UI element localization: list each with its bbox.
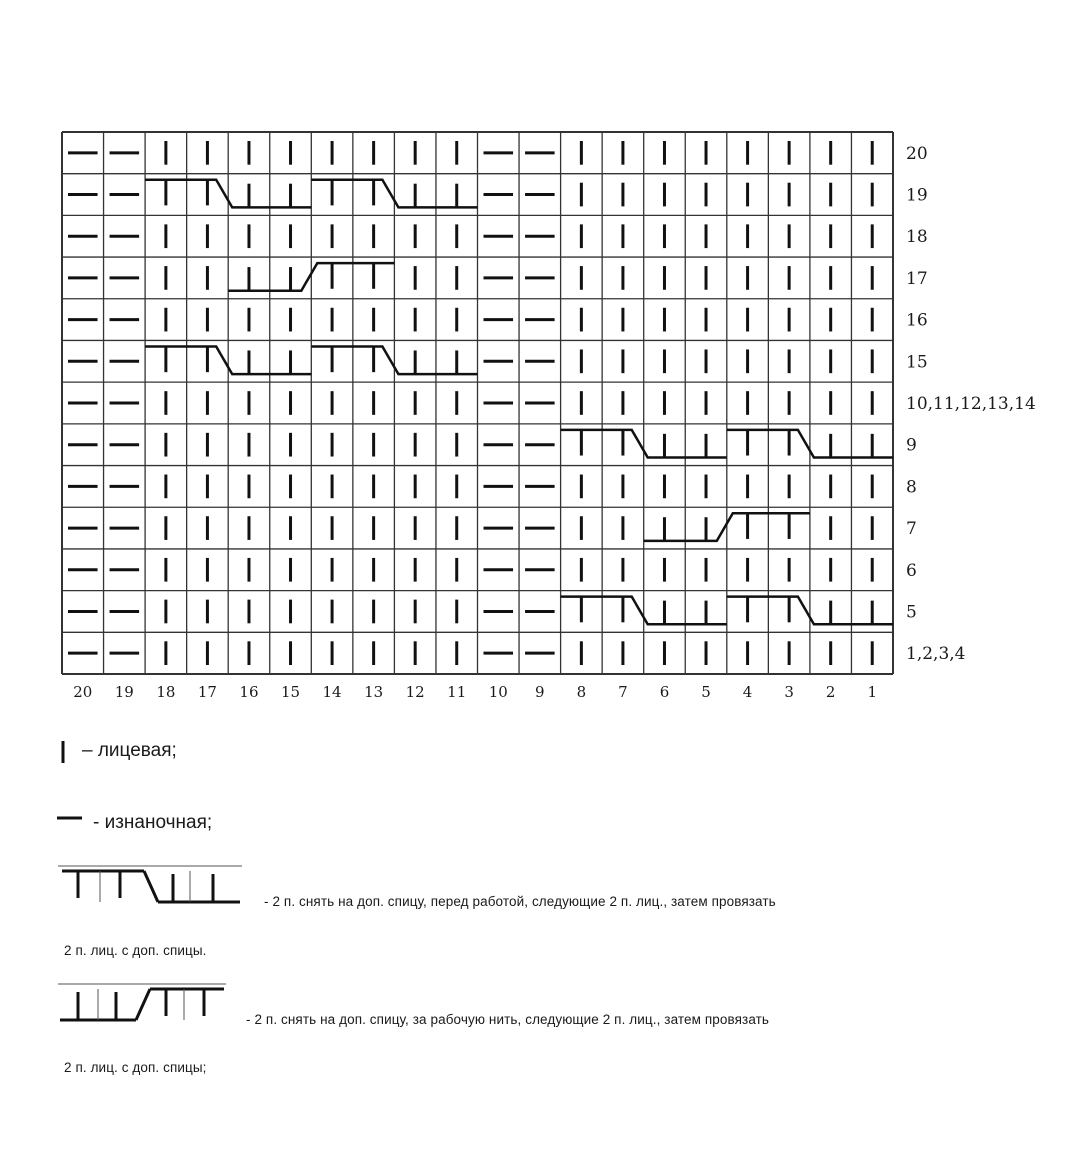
column-label: 3 [784, 683, 794, 701]
column-label: 15 [280, 683, 301, 701]
row-label: 6 [906, 560, 917, 581]
column-label: 6 [659, 683, 670, 701]
legend-back-cable-text-2: 2 п. лиц. с доп. спицы; [64, 1060, 207, 1075]
row-label: 10,11,12,13,14 [906, 394, 1036, 414]
column-label: 16 [239, 683, 259, 701]
column-label: 19 [114, 683, 134, 701]
column-label: 2 [825, 683, 836, 701]
column-label: 5 [701, 683, 711, 701]
column-label: 10 [488, 683, 508, 701]
row-label: 1,2,3,4 [906, 644, 966, 665]
back-cable-icon [58, 980, 234, 1028]
legend-front-cable-text-1: - 2 п. снять на доп. спицу, перед работой, следующие 2 п. лиц., затем провязать [264, 894, 776, 909]
column-label: 12 [405, 683, 425, 701]
column-label: 4 [742, 683, 753, 701]
column-label: 13 [364, 683, 384, 701]
column-label: 18 [156, 683, 176, 701]
row-label: 20 [906, 143, 928, 164]
column-label: 11 [447, 683, 467, 701]
legend-purl-text: - изнаночная; [93, 812, 213, 833]
column-label: 8 [576, 683, 587, 701]
row-label: 18 [906, 227, 928, 248]
row-label: 8 [906, 477, 917, 498]
purl-stitch-icon [56, 812, 84, 824]
row-label: 17 [906, 268, 928, 289]
column-label: 9 [535, 683, 545, 701]
row-label: 16 [906, 310, 928, 331]
row-label: 9 [906, 435, 917, 456]
front-cable-icon [58, 860, 248, 912]
row-label: 7 [906, 519, 917, 540]
legend-knit-text: – лицевая; [82, 740, 177, 761]
column-label: 7 [618, 683, 628, 701]
column-label: 14 [322, 683, 342, 701]
column-label: 1 [867, 683, 877, 701]
knit-stitch-icon [58, 739, 68, 765]
row-label: 15 [906, 352, 928, 373]
column-label: 20 [73, 683, 93, 701]
legend-back-cable-text-1: - 2 п. снять на доп. спицу, за рабочую нить, следующие 2 п. лиц., затем провязать [246, 1012, 770, 1027]
column-label: 17 [197, 683, 217, 701]
row-label: 5 [906, 602, 917, 623]
legend-front-cable-text-2: 2 п. лиц. с доп. спицы. [64, 943, 207, 958]
row-label: 19 [906, 185, 928, 206]
